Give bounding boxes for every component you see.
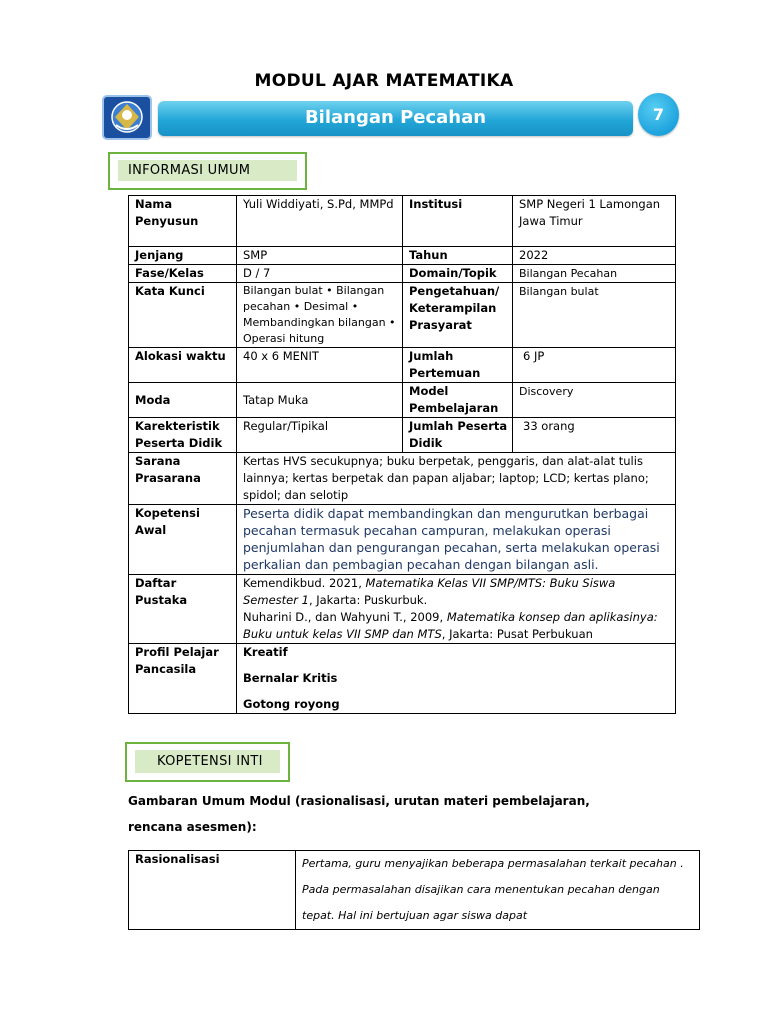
kata-kunci-value: Bilangan bulat • Bilangan pecahan • Desimal • Membandingkan bilangan • Operasi hitung: [237, 283, 403, 348]
tahun-label: Tahun: [403, 247, 513, 265]
moda-value: Tatap Muka: [237, 383, 403, 418]
fase-value: D / 7: [237, 265, 403, 283]
sarana-value: Kertas HVS secukupnya; buku berpetak, penggaris, dan alat-alat tulis lainnya; kertas berpetak dan papan aljabar; laptop; LCD; kertas plano; spidol; dan selotip: [237, 453, 676, 505]
pustaka-1-title: Matematika Kelas VII SMP/MTS: Buku Siswa Semester 1: [243, 576, 616, 607]
jenjang-value: SMP: [237, 247, 403, 265]
jumlah-pertemuan-value: 6 JP: [513, 348, 676, 383]
section-informasi-umum: [108, 152, 307, 190]
daftar-pustaka-label: Daftar Pustaka: [129, 575, 237, 644]
kompetensi-awal-label: Kopetensi Awal: [129, 505, 237, 575]
karakteristik-label: Karekteristik Peserta Didik: [129, 418, 237, 453]
gambaran-intro: Gambaran Umum Modul (rasionalisasi, urutan materi pembelajaran, rencana asesmen):: [128, 794, 590, 834]
nama-value: Yuli Widdiyati, S.Pd, MMPd: [237, 196, 403, 247]
karakteristik-value: Regular/Tipikal: [237, 418, 403, 453]
info-table: [128, 195, 676, 714]
pustaka-2-publisher: , Jakarta: Pusat Perbukuan: [441, 627, 593, 641]
jumlah-pertemuan-label: Jumlah Pertemuan: [403, 348, 513, 383]
module-number-badge: 7: [638, 93, 679, 136]
jumlah-peserta-label: Jumlah Peserta Didik: [403, 418, 513, 453]
institusi-label: Institusi: [403, 196, 513, 247]
alokasi-label: Alokasi waktu: [129, 348, 237, 383]
pustaka-entry-1: [243, 575, 671, 609]
module-title: MODUL AJAR MATEMATIKA: [254, 71, 514, 91]
tahun-value: 2022: [513, 247, 676, 265]
topic-banner-title: Bilangan Pecahan: [304, 107, 487, 128]
pustaka-1-author: Kemendikbud. 2021,: [243, 576, 366, 590]
tut-wuri-handayani-logo: [102, 95, 152, 140]
alokasi-value: 40 x 6 MENIT: [237, 348, 403, 383]
fase-label: Fase/Kelas: [129, 265, 237, 283]
section-kopetensi-inti: [125, 742, 290, 782]
kata-kunci-label: Kata Kunci: [129, 283, 237, 348]
jenjang-label: Jenjang: [129, 247, 237, 265]
pustaka-entry-2: [243, 609, 671, 643]
moda-label: Moda: [129, 383, 237, 418]
nama-label: Nama Penyusun: [129, 196, 237, 247]
topic-banner: [158, 101, 633, 136]
rasionalisasi-value: Pertama, guru menyajikan beberapa permasalahan terkait pecahan . Pada permasalahan disajikan cara menentukan pecahan dengan tepat. Hal ini bertujuan agar siswa dapat: [296, 851, 700, 930]
profil-item-2: Bernalar Kritis: [243, 671, 338, 685]
profil-label: Profil Pelajar Pancasila: [129, 644, 237, 714]
pustaka-2-author: Nuharini D., dan Wahyuni T., 2009,: [243, 610, 447, 624]
pustaka-2-title: Matematika konsep dan aplikasinya: Buku untuk kelas VII SMP dan MTS: [243, 610, 658, 641]
domain-label: Domain/Topik: [403, 265, 513, 283]
pengetahuan-label: Pengetahuan/ Keterampilan Prasyarat: [403, 283, 513, 348]
domain-value: Bilangan Pecahan: [513, 265, 676, 283]
pustaka-1-publisher: , Jakarta: Puskurbuk.: [308, 593, 428, 607]
pengetahuan-value: Bilangan bulat: [513, 283, 676, 348]
institusi-value: SMP Negeri 1 Lamongan Jawa Timur: [513, 196, 676, 247]
rasionalisasi-table: [128, 850, 700, 930]
profil-item-3: Gotong royong: [243, 697, 340, 711]
model-label: Model Pembelajaran: [403, 383, 513, 418]
jumlah-peserta-value: 33 orang: [513, 418, 676, 453]
rasionalisasi-label: Rasionalisasi: [129, 851, 296, 930]
profil-value: [237, 644, 676, 714]
kompetensi-awal-value: Peserta didik dapat membandingkan dan mengurutkan berbagai pecahan termasuk pecahan campuran, melakukan operasi penjumlahan dan pengurangan pecahan, serta melakukan operasi perkalian dan pembagian pecahan dengan bilangan asli.: [237, 505, 676, 575]
model-value: Discovery: [513, 383, 676, 418]
profil-item-1: Kreatif: [243, 645, 288, 659]
section-kopetensi-inti-title: KOPETENSI INTI: [135, 750, 280, 773]
daftar-pustaka-value: [237, 575, 676, 644]
section-informasi-umum-title: INFORMASI UMUM: [118, 160, 297, 181]
sarana-label: Sarana Prasarana: [129, 453, 237, 505]
